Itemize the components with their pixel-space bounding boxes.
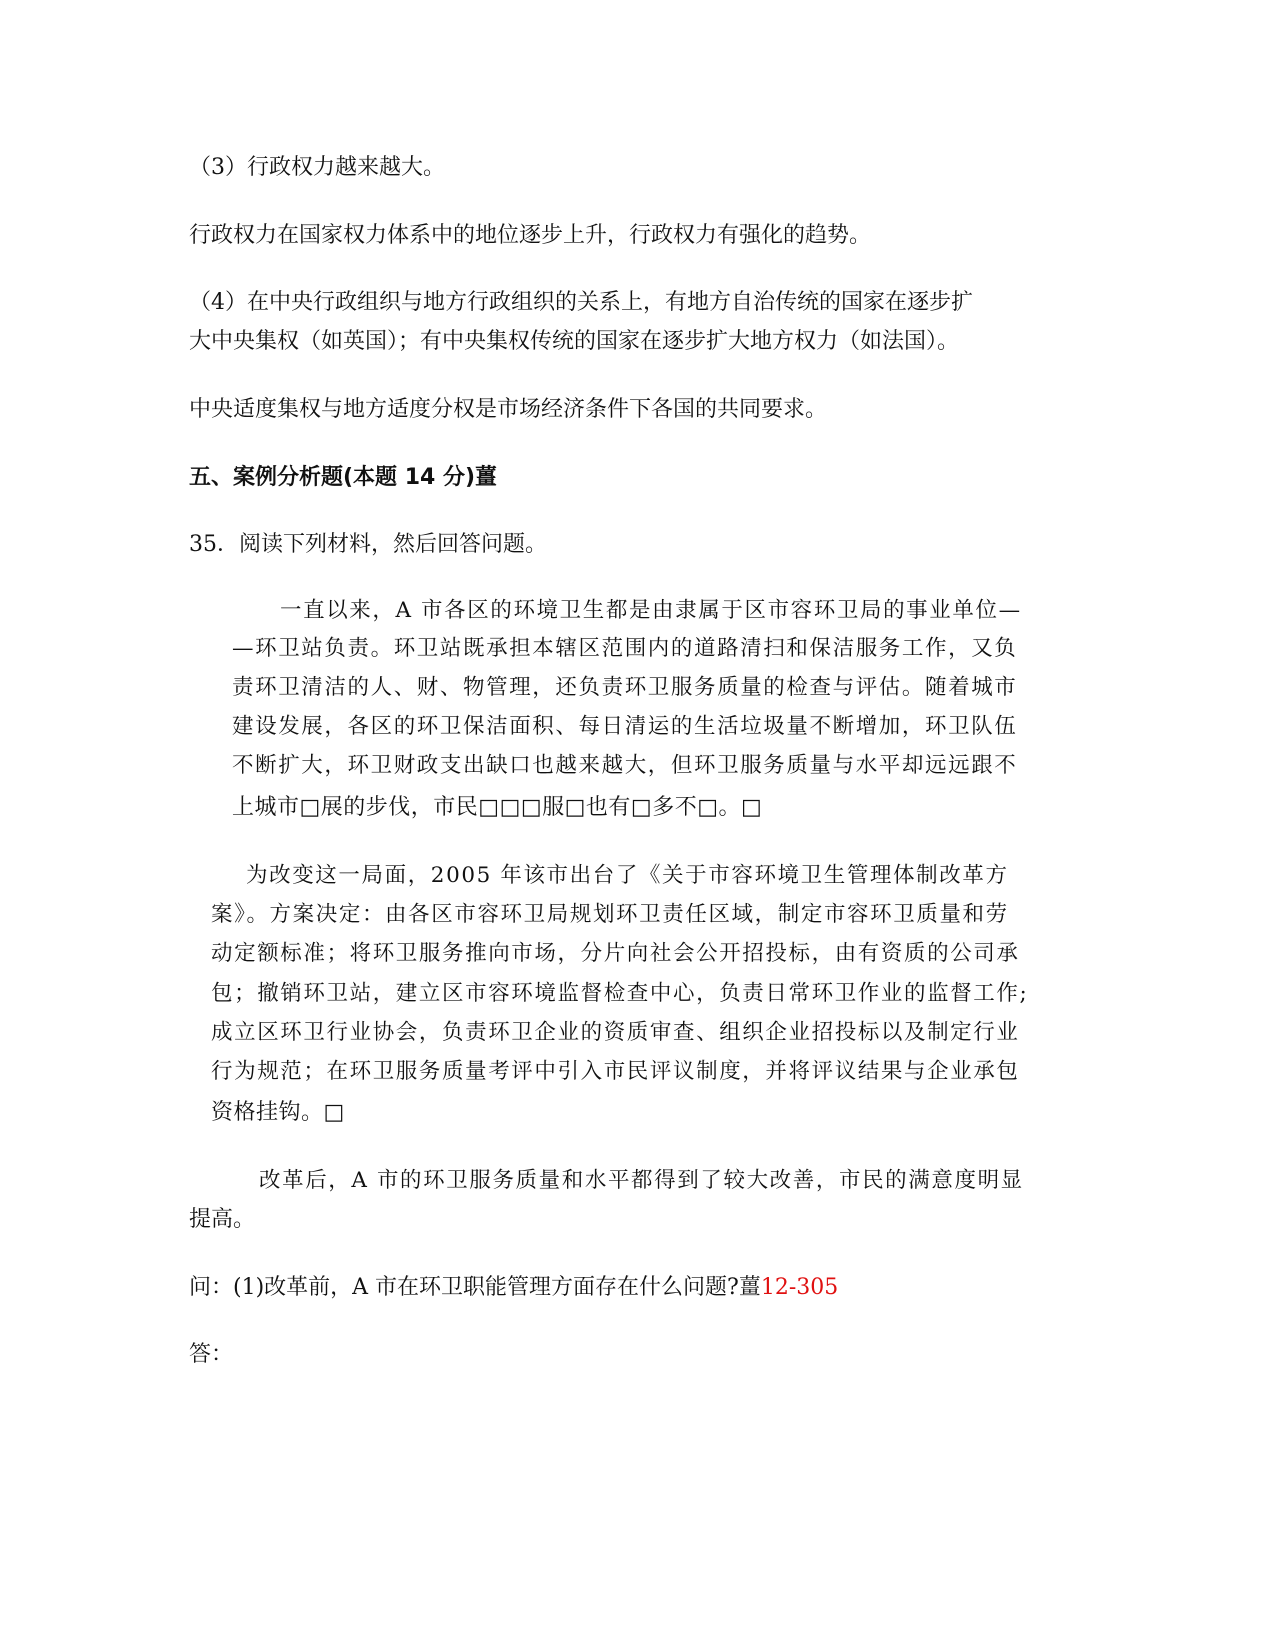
material-line: 行为规范；在环卫服务质量考评中引入市民评议制度，并将评议结果与企业承包 (211, 1059, 1020, 1084)
question-prompt (189, 1273, 838, 1303)
material-line: 不断扩大，环卫财政支出缺口也越来越大，但环卫服务质量与水平却远远跟不 (232, 753, 1018, 778)
material-line: 改革后，A 市的环卫服务质量和水平都得到了较大改善，市民的满意度明显 (259, 1168, 1024, 1193)
paragraph-point-3: （3）行政权力越来越大。 (189, 155, 445, 180)
material-line: 包；撤销环卫站，建立区市容环境监督检查中心，负责日常环卫作业的监督工作; (211, 981, 1029, 1006)
question-intro: 35．阅读下列材料，然后回答问题。 (189, 532, 547, 557)
material-line: 上城市□展的步伐，市民□□□服□也有□多不□。□ (232, 795, 763, 820)
material-line: 一直以来，A 市各区的环境卫生都是由隶属于区市容环卫局的事业单位— (280, 598, 1022, 623)
material-line: 成立区环卫行业协会，负责环卫企业的资质审查、组织企业招投标以及制定行业 (211, 1020, 1020, 1045)
question-text: 问：(1)改革前，A 市在环卫职能管理方面存在什么问题?薑 (189, 1275, 761, 1300)
answer-label: 答： (189, 1342, 234, 1367)
question-reference: 12-305 (760, 1275, 839, 1300)
paragraph-point-4-line2: 大中央集权（如英国）；有中央集权传统的国家在逐步扩大地方权力（如法国）。 (189, 329, 960, 354)
material-line: —环卫站负责。环卫站既承担本辖区范围内的道路清扫和保洁服务工作，又负 (232, 636, 1018, 661)
paragraph-centralization: 中央适度集权与地方适度分权是市场经济条件下各国的共同要求。 (189, 397, 828, 422)
material-line: 案》。方案决定：由各区市容环卫局规划环卫责任区域，制定市容环卫质量和劳 (211, 902, 1009, 927)
material-line: 建设发展，各区的环卫保洁面积、每日清运的生活垃圾量不断增加，环卫队伍 (232, 714, 1018, 739)
section-heading: 五、案例分析题(本题 14 分)薑 (189, 465, 498, 490)
material-line: 资格挂钩。□ (211, 1100, 345, 1125)
material-line: 动定额标准；将环卫服务推向市场，分片向社会公开招投标，由有资质的公司承 (211, 941, 1020, 966)
material-line: 提高。 (189, 1207, 256, 1232)
material-line: 责环卫清洁的人、财、物管理，还负责环卫服务质量的检查与评估。随着城市 (232, 675, 1018, 700)
paragraph-admin-power: 行政权力在国家权力体系中的地位逐步上升，行政权力有强化的趋势。 (189, 223, 872, 248)
paragraph-point-4-line1: （4）在中央行政组织与地方行政组织的关系上，有地方自治传统的国家在逐步扩 (189, 290, 973, 315)
material-line: 为改变这一局面，2005 年该市出台了《关于市容环境卫生管理体制改革方 (246, 863, 1009, 888)
